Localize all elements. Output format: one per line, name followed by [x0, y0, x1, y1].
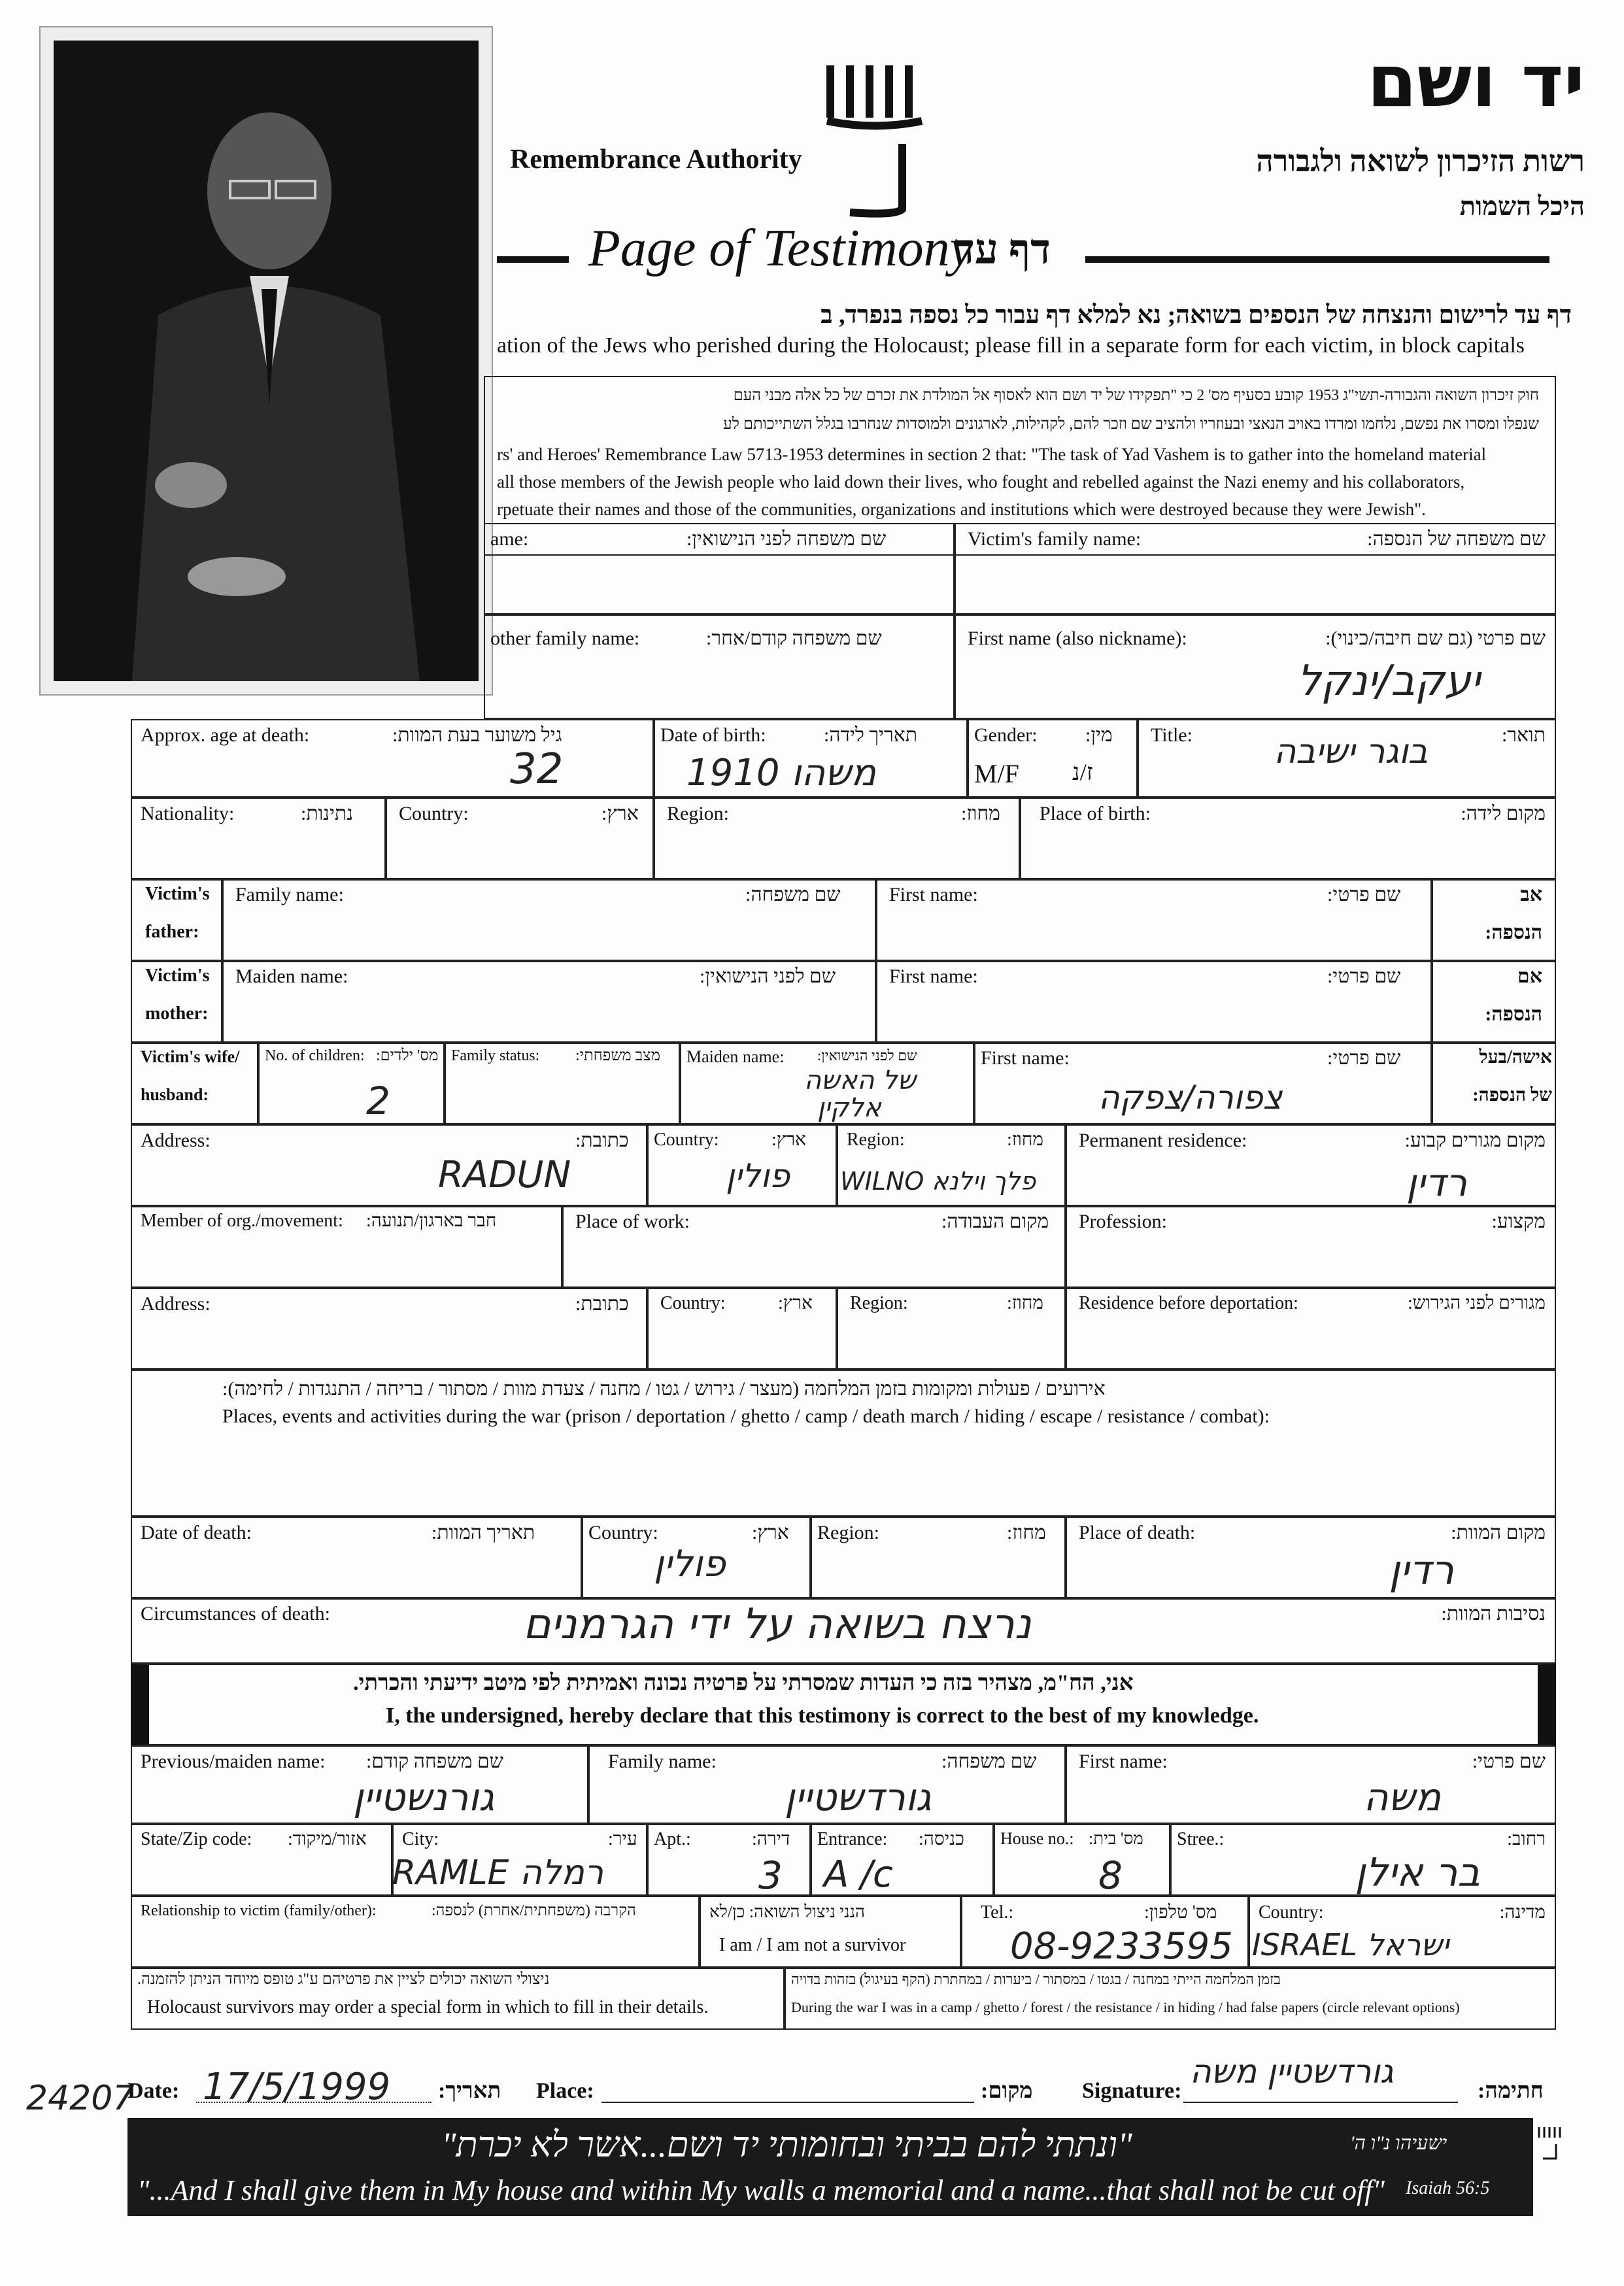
place-of-work-label: Place of work: — [575, 1211, 690, 1232]
portrait-image — [54, 41, 479, 681]
death-country-label-he: ארץ: — [752, 1522, 789, 1543]
survivors-note-en: Holocaust survivors may order a special form in which to fill in their details. — [147, 1997, 709, 2017]
apartment-label: Apt.: — [654, 1829, 691, 1849]
entrance-label: Entrance: — [817, 1829, 888, 1849]
spouse-maiden-label-he: שם לפני הנישואין: — [817, 1047, 917, 1064]
city-label: City: — [402, 1829, 439, 1849]
spouse-first-value: צפורה/צפקה — [1098, 1079, 1283, 1117]
date-label: Date: — [127, 2079, 180, 2103]
death-country-label: Country: — [588, 1522, 658, 1543]
law-hebrew-line-2: שנפלו ומסרו את נפשם, נלחמו ומרדו באויב הנאצי ובעוזריו ולהציב שם וזכר להם, לקהילות, לארגונים ולמוסדות שנחרבו בגלל השתייכותם לע — [723, 416, 1539, 433]
death-region-label: Region: — [817, 1522, 879, 1543]
submitter-country-label-he: מדינה: — [1499, 1902, 1546, 1923]
death-region-label-he: מחוז: — [1007, 1522, 1046, 1543]
father-row-label-2: father: — [145, 922, 199, 942]
mother-row-label-he-1: אם — [1517, 966, 1542, 987]
declaration-hebrew: אני, הח"מ, מצהיר בזה כי העדות שמסרתי על פרטיה נכונה ואמיתית לפי מיטב ידיעתי והכרתי. — [353, 1671, 1134, 1695]
mother-first-label-he: שם פרטי: — [1327, 966, 1401, 987]
address-country-label-he: ארץ: — [771, 1130, 806, 1150]
age-label: Approx. age at death: — [141, 724, 310, 746]
verse-hebrew-ref: ישעיהו נ"ו ה' — [1350, 2132, 1447, 2154]
victim-maiden-name-label-he: שם משפחה לפני הנישואין: — [686, 528, 887, 550]
spouse-first-label-he: שם פרטי: — [1327, 1047, 1401, 1069]
date-of-death-label: Date of death: — [141, 1522, 252, 1543]
place-line[interactable] — [601, 2102, 974, 2103]
margin-note: 24207 — [26, 2079, 135, 2118]
entrance-label-he: כניסה: — [919, 1829, 964, 1849]
circumstances-value: נרצח בשואה על ידי הגרמנים — [523, 1600, 1032, 1649]
gender-value-he: ז/נ — [1072, 759, 1093, 785]
submitter-family-name-value: גורדשטיין — [785, 1775, 932, 1819]
profession-label-he: מקצוע: — [1491, 1211, 1546, 1232]
submitter-first-name-label-he: שם פרטי: — [1472, 1751, 1546, 1772]
gender-label-he: מין: — [1085, 724, 1113, 746]
authority-hebrew: רשות הזיכרון לשואה ולגבורה — [1256, 144, 1585, 178]
submitter-previous-name-label-he: שם משפחה קודם: — [366, 1751, 503, 1772]
spouse-row-label-2: husband: — [141, 1085, 209, 1104]
title-value: בוגר ישיבה — [1274, 732, 1428, 771]
dob-value: משהו 1910 — [686, 752, 876, 794]
deport-country-label-he: ארץ: — [778, 1293, 813, 1313]
circumstances-label: Circumstances of death: — [141, 1603, 330, 1624]
member-org-label-he: חבר בארגון/תנועה: — [366, 1211, 497, 1231]
deport-country-label: Country: — [660, 1293, 726, 1313]
mother-row-label-2: mother: — [145, 1003, 209, 1024]
first-name-label-he: שם פרטי (גם שם חיבה/כינוי): — [1325, 628, 1546, 649]
children-value: 2 — [366, 1079, 390, 1123]
submitter-family-name-label: Family name: — [608, 1751, 717, 1772]
spouse-first-label: First name: — [981, 1047, 1070, 1069]
birth-region-label-he: מחוז: — [961, 803, 1000, 824]
verse-band — [127, 2118, 1533, 2216]
family-status-label-he: מצב משפחתי: — [575, 1047, 660, 1064]
survivors-note-he: ניצולי השואה יכולים לציין את פרטיהם ע"ג טופס מיוחד הניתן להזמנה. — [137, 1971, 550, 1988]
city-value: RAMLE רמלה — [392, 1853, 604, 1892]
apartment-value: 3 — [758, 1853, 783, 1898]
death-country-value: פולין — [654, 1543, 726, 1585]
telephone-label-he: מס' טלפון: — [1144, 1902, 1217, 1923]
place-of-death-label: Place of death: — [1079, 1522, 1196, 1543]
first-name-value: יעקב/ינקל — [1296, 657, 1480, 705]
authority-english: Remembrance Authority — [510, 144, 802, 175]
street-label-he: רחוב: — [1507, 1829, 1546, 1849]
title-label-he: תואר: — [1501, 724, 1546, 746]
mother-row-label-he-2: הנספה: — [1485, 1003, 1542, 1025]
signature-label-he: חתימה: — [1478, 2079, 1544, 2103]
children-label-he: מס' ילדים: — [376, 1047, 439, 1064]
telephone-value: 08-9233595 — [1010, 1925, 1233, 1968]
victim-photo — [39, 26, 493, 696]
declaration-english: I, the undersigned, hereby declare that this testimony is correct to the best of my knowledge. — [386, 1704, 1259, 1728]
during-war-en: During the war I was in a camp / ghetto / forest / the resistance / in hiding / had false papers (circle relevant options) — [791, 1999, 1460, 2015]
verse-hebrew: "ונתתי להם בביתי ובחומותי יד ושם...אשר לא יכרת" — [441, 2125, 1132, 2164]
age-label-he: גיל משוער בעת המוות: — [392, 724, 562, 746]
law-english-line-3: rpetuate their names and those of the communities, organizations and institutions which were destroyed because they were Jewish". — [497, 499, 1426, 519]
address-region-value: WILNO פלך וילנא — [840, 1167, 1036, 1196]
title-label: Title: — [1151, 724, 1193, 746]
spouse-maiden-label: Maiden name: — [686, 1047, 785, 1066]
zip-label-he: אזור/מיקוד: — [288, 1829, 367, 1849]
father-row-label-he-1: אב — [1520, 884, 1542, 905]
residence-before-deportation-label: Residence before deportation: — [1079, 1293, 1298, 1313]
birth-region-label: Region: — [667, 803, 729, 824]
mother-maiden-label: Maiden name: — [235, 966, 348, 987]
form-title-hebrew: דף עד — [955, 226, 1051, 273]
mother-first-label: First name: — [889, 966, 978, 987]
father-first-label-he: שם פרטי: — [1327, 884, 1401, 905]
circumstances-label-he: נסיבות המוות: — [1441, 1603, 1546, 1624]
date-of-death-label-he: תאריך המוות: — [431, 1522, 535, 1543]
entrance-value: A /c — [824, 1853, 893, 1896]
title-rule-left — [497, 256, 569, 263]
law-english-line-2: all those members of the Jewish people who laid down their lives, who fought and rebelled against the Nazi enemy and his collaborators, — [497, 472, 1465, 492]
survivor-label-he: הנני ניצול השואה: כן/לא — [709, 1902, 866, 1921]
place-of-birth-label: Place of birth: — [1040, 803, 1151, 824]
intro-hebrew: דף עד לרישום והנצחה של הנספים בשואה; נא למלא דף עבור כל נספה בנפרד, ב — [820, 301, 1572, 329]
relationship-label: Relationship to victim (family/other): — [141, 1902, 377, 1919]
profession-label: Profession: — [1079, 1211, 1167, 1232]
address-label-he: כתובת: — [575, 1130, 629, 1151]
deport-region-label: Region: — [850, 1293, 908, 1313]
member-org-label: Member of org./movement: — [141, 1211, 343, 1231]
dob-label-he: תאריך לידה: — [824, 724, 918, 746]
victim-maiden-name-label: ame: — [490, 528, 529, 550]
nationality-label-he: נתינות: — [301, 803, 353, 824]
deport-address-label: Address: — [141, 1293, 211, 1315]
permanent-residence-label-he: מקום מגורים קבוע: — [1404, 1130, 1546, 1151]
family-status-label: Family status: — [451, 1047, 540, 1064]
telephone-label: Tel.: — [981, 1902, 1014, 1923]
place-of-death-label-he: מקום המוות: — [1451, 1522, 1546, 1543]
address-region-label-he: מחוז: — [1007, 1130, 1043, 1150]
signature-label: Signature: — [1082, 2079, 1182, 2103]
children-label: No. of children: — [265, 1047, 365, 1064]
survivor-label-en: I am / I am not a survivor — [719, 1935, 906, 1955]
house-number-label-he: מס' בית: — [1089, 1829, 1143, 1848]
spouse-maiden-value-2: אלקין — [817, 1093, 881, 1123]
victim-family-name-label-he: שם משפחה של הנספה: — [1367, 528, 1546, 550]
law-english-line-1: rs' and Heroes' Remembrance Law 5713-1953 determines in section 2 that: "The task of Yad Vashem is to gather into the homeland material — [497, 445, 1487, 464]
mother-maiden-label-he: שם לפני הנישואין: — [700, 966, 836, 987]
spouse-row-label-1: Victim's wife/ — [141, 1047, 240, 1066]
submitter-family-name-label-he: שם משפחה: — [941, 1751, 1037, 1772]
city-label-he: עיר: — [608, 1829, 637, 1849]
house-number-label: House no.: — [1000, 1829, 1074, 1848]
father-row-label-he-2: הנספה: — [1485, 922, 1542, 943]
address-region-label: Region: — [847, 1130, 905, 1150]
father-family-label-he: שם משפחה: — [745, 884, 841, 905]
other-family-name-label-he: שם משפחה קודם/אחר: — [706, 628, 882, 649]
house-number-value: 8 — [1098, 1853, 1123, 1898]
during-war-he: בזמן המלחמה הייתי במחנה / בגטו / במסתור / ביערות / במחתרת (הקף בעיגול) בזהות בדויה — [791, 1971, 1281, 1987]
yad-vashem-logo — [824, 59, 928, 222]
victim-family-name-label: Victim's family name: — [968, 528, 1142, 550]
signature-value: גורדשטיין משה — [1190, 2053, 1394, 2091]
father-first-label: First name: — [889, 884, 978, 905]
residence-before-deportation-label-he: מגורים לפני הגירוש: — [1408, 1293, 1546, 1313]
dob-label: Date of birth: — [660, 724, 766, 746]
permanent-residence-label: Permanent residence: — [1079, 1130, 1247, 1151]
permanent-residence-value: רדין — [1406, 1160, 1467, 1205]
signature-line[interactable] — [1183, 2102, 1458, 2103]
birth-country-label: Country: — [399, 803, 469, 824]
gender-label: Gender: — [974, 724, 1038, 746]
father-family-label: Family name: — [235, 884, 344, 905]
street-label: Stree.: — [1177, 1829, 1225, 1849]
brand-hebrew: יד ושם — [1366, 39, 1585, 123]
verse-english: "...And I shall give them in My house and within My walls a memorial and a name...that shall not be cut off" — [137, 2174, 1385, 2206]
war-events-label-he: אירועים / פעולות ומקומות בזמן המלחמה (מעצר / גירוש / גטו / מחנה / צעדת מוות / מסתור / בריחה / התנגדות / לחימה): — [222, 1378, 1106, 1400]
submitter-previous-name-label: Previous/maiden name: — [141, 1751, 326, 1772]
father-row-label-1: Victim's — [145, 884, 210, 904]
mother-row-label-1: Victim's — [145, 966, 210, 986]
place-label-he: מקום: — [981, 2079, 1033, 2103]
street-value: בר אילן — [1355, 1850, 1480, 1896]
date-value[interactable]: 17/5/1999 — [203, 2066, 391, 2108]
place-of-birth-label-he: מקום לידה: — [1461, 803, 1546, 824]
submitter-country-value: ISRAEL ישראל — [1252, 1927, 1449, 1962]
title-rule-right — [1085, 256, 1549, 263]
zip-label: State/Zip code: — [141, 1829, 252, 1849]
address-country-value: פולין — [726, 1157, 790, 1195]
place-of-work-label-he: מקום העבודה: — [941, 1211, 1049, 1232]
address-label: Address: — [141, 1130, 211, 1151]
submitter-country-label: Country: — [1259, 1902, 1324, 1923]
verse-english-ref: Isaiah 56:5 — [1406, 2178, 1490, 2198]
other-family-name-label: other family name: — [490, 628, 640, 649]
small-logo-icon — [1536, 2125, 1563, 2164]
spouse-maiden-value-1: של האשה — [804, 1066, 917, 1096]
war-events-label-en: Places, events and activities during the war (prison / deportation / ghetto / camp / death march / hiding / escape / resistance / combat): — [222, 1405, 1270, 1427]
address-value: RADUN — [438, 1154, 571, 1196]
intro-english: ation of the Jews who perished during the Holocaust; please fill in a separate form for each victim, in block capitals — [497, 333, 1525, 358]
deport-region-label-he: מחוז: — [1007, 1293, 1043, 1313]
date-label-he: תאריך: — [438, 2079, 501, 2103]
apartment-label-he: דירה: — [752, 1829, 790, 1849]
law-hebrew-line-1: חוק זיכרון השואה והגבורה-תשי"ג 1953 קובע בסעיף מס' 2 כי "תפקידו של יד ושם הוא לאסוף אל המולדת את זכרם של כל אלה מבני העם — [733, 387, 1539, 404]
place-of-death-value: רדין — [1389, 1546, 1454, 1594]
place-label: Place: — [536, 2079, 594, 2103]
gender-value: M/F — [974, 759, 1019, 788]
portrait-figure — [54, 41, 479, 681]
relationship-label-he: הקרבה (משפחתית/אחרת) לנספה: — [431, 1902, 636, 1919]
address-country-label: Country: — [654, 1130, 719, 1150]
spouse-row-label-he-2: של הנספה: — [1472, 1085, 1552, 1105]
form-title-english: Page of Testimony — [588, 220, 973, 277]
submitter-previous-name-value: גורנשטיין — [353, 1775, 495, 1819]
submitter-first-name-value: משה — [1363, 1775, 1441, 1819]
birth-country-label-he: ארץ: — [601, 803, 639, 824]
submitter-first-name-label: First name: — [1079, 1751, 1168, 1772]
hall-of-names-hebrew: היכל השמות — [1459, 192, 1585, 221]
nationality-label: Nationality: — [141, 803, 235, 824]
age-value: 32 — [510, 745, 564, 794]
deport-address-label-he: כתובת: — [575, 1293, 629, 1315]
spouse-row-label-he-1: אישה/בעל — [1479, 1047, 1552, 1067]
first-name-label: First name (also nickname): — [968, 628, 1187, 649]
